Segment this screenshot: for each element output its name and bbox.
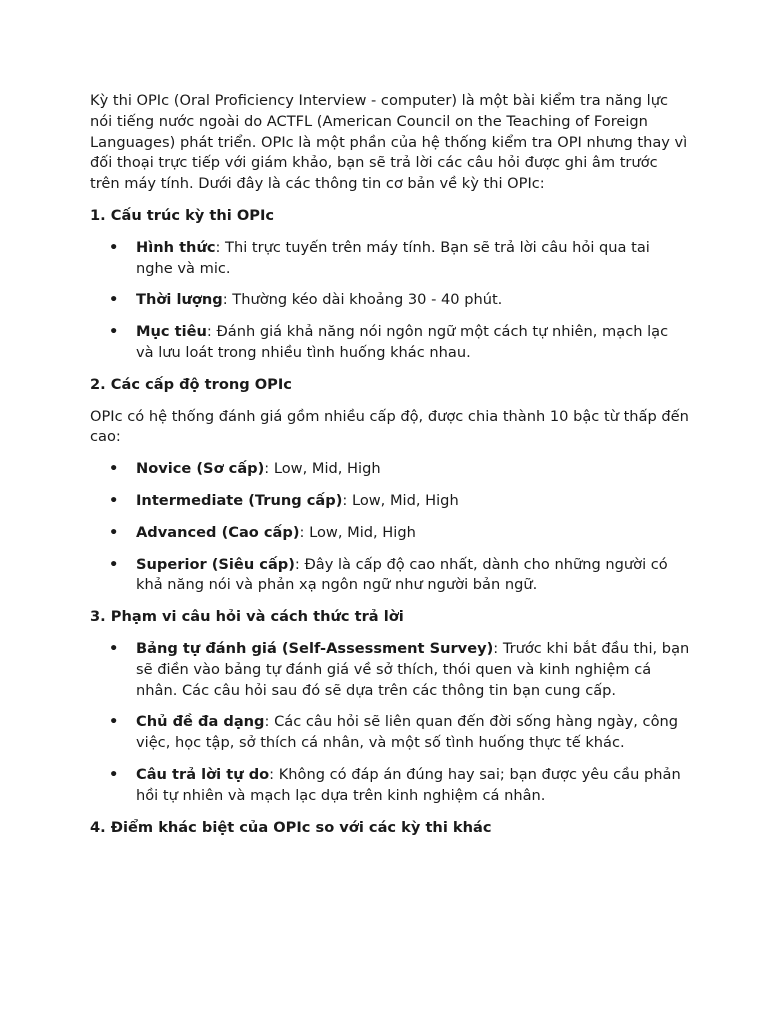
list-item-text: : Trước khi bắt đầu thi, bạn sẽ điền vào bảng tự đánh giá về sở thích, thói quen và kinh nghiệm cá nhân. Các câu hỏi sau đó sẽ dựa trên các thông tin bạn cung cấp.	[136, 639, 690, 699]
list-item-term: Intermediate (Trung cấp)	[136, 491, 343, 509]
document-body	[90, 91, 690, 849]
list-item-text: : Thường kéo dài khoảng 30 - 40 phút.	[222, 291, 503, 309]
list-item-duration	[136, 290, 690, 311]
list-item-text: : Các câu hỏi sẽ liên quan đến đời sống hàng ngày, công việc, học tập, sở thích cá nhân, và một số tình huống thực tế khác.	[136, 713, 679, 752]
list-item-text: : Đây là cấp độ cao nhất, dành cho những người có khả năng nói và phản xạ ngôn ngữ như người bản ngữ.	[136, 555, 668, 594]
list-item-advanced	[136, 523, 690, 544]
list-item-term: Advanced (Cao cấp)	[136, 523, 300, 541]
list-item-novice	[136, 459, 690, 480]
list-item-survey	[136, 639, 690, 701]
list-item-term: Thời lượng	[136, 291, 223, 309]
section-heading-structure: 1. Cấu trúc kỳ thi OPIc	[90, 206, 275, 224]
list-item-text: : Không có đáp án đúng hay sai; bạn được yêu cầu phản hồi tự nhiên và mạch lạc dựa trên kinh nghiệm cá nhân.	[136, 765, 681, 804]
levels-paragraph: OPIc có hệ thống đánh giá gồm nhiều cấp độ, được chia thành 10 bậc từ thấp đến cao:	[90, 407, 689, 446]
list-item-text: : Low, Mid, High	[342, 491, 459, 509]
list-item-text: : Low, Mid, High	[299, 523, 416, 541]
list-item-goal	[136, 322, 690, 364]
levels-list	[90, 459, 690, 596]
scope-list	[90, 639, 690, 807]
list-item-term: Câu trả lời tự do	[136, 765, 270, 783]
list-item-intermediate	[136, 491, 690, 512]
list-item-term: Novice (Sơ cấp)	[136, 460, 265, 478]
list-item-term: Mục tiêu	[136, 323, 207, 341]
list-item-text: : Low, Mid, High	[264, 460, 381, 478]
section-heading-differences: 4. Điểm khác biệt của OPIc so với các kỳ thi khác	[90, 818, 492, 836]
section-heading-levels: 2. Các cấp độ trong OPIc	[90, 375, 292, 393]
list-item-free-answer	[136, 765, 690, 807]
list-item-term: Chủ đề đa dạng	[136, 713, 265, 731]
intro-paragraph: Kỳ thi OPIc (Oral Proficiency Interview - computer) là một bài kiểm tra năng lực nói tiếng nước ngoài do ACTFL (American Council on the Teaching of Foreign Languages) phát triển. OPIc là một phần của hệ thống kiểm tra OPI nhưng thay vì đối thoại trực tiếp với giám khảo, bạn sẽ trả lời các câu hỏi được ghi âm trước trên máy tính. Dưới đây là các thông tin cơ bản về kỳ thi OPIc:	[90, 92, 688, 193]
section-heading-scope: 3. Phạm vi câu hỏi và cách thức trả lời	[90, 608, 404, 626]
structure-list	[90, 238, 690, 364]
list-item-term: Bảng tự đánh giá (Self-Assessment Survey)	[136, 639, 494, 657]
list-item-topics	[136, 712, 690, 754]
list-item-format	[136, 238, 690, 280]
list-item-superior	[136, 555, 690, 597]
list-item-term: Superior (Siêu cấp)	[136, 555, 295, 573]
list-item-text: : Đánh giá khả năng nói ngôn ngữ một cách tự nhiên, mạch lạc và lưu loát trong nhiều tình huống khác nhau.	[136, 323, 669, 361]
list-item-term: Hình thức	[136, 238, 216, 256]
list-item-text: : Thi trực tuyến trên máy tính. Bạn sẽ trả lời câu hỏi qua tai nghe và mic.	[136, 238, 650, 277]
